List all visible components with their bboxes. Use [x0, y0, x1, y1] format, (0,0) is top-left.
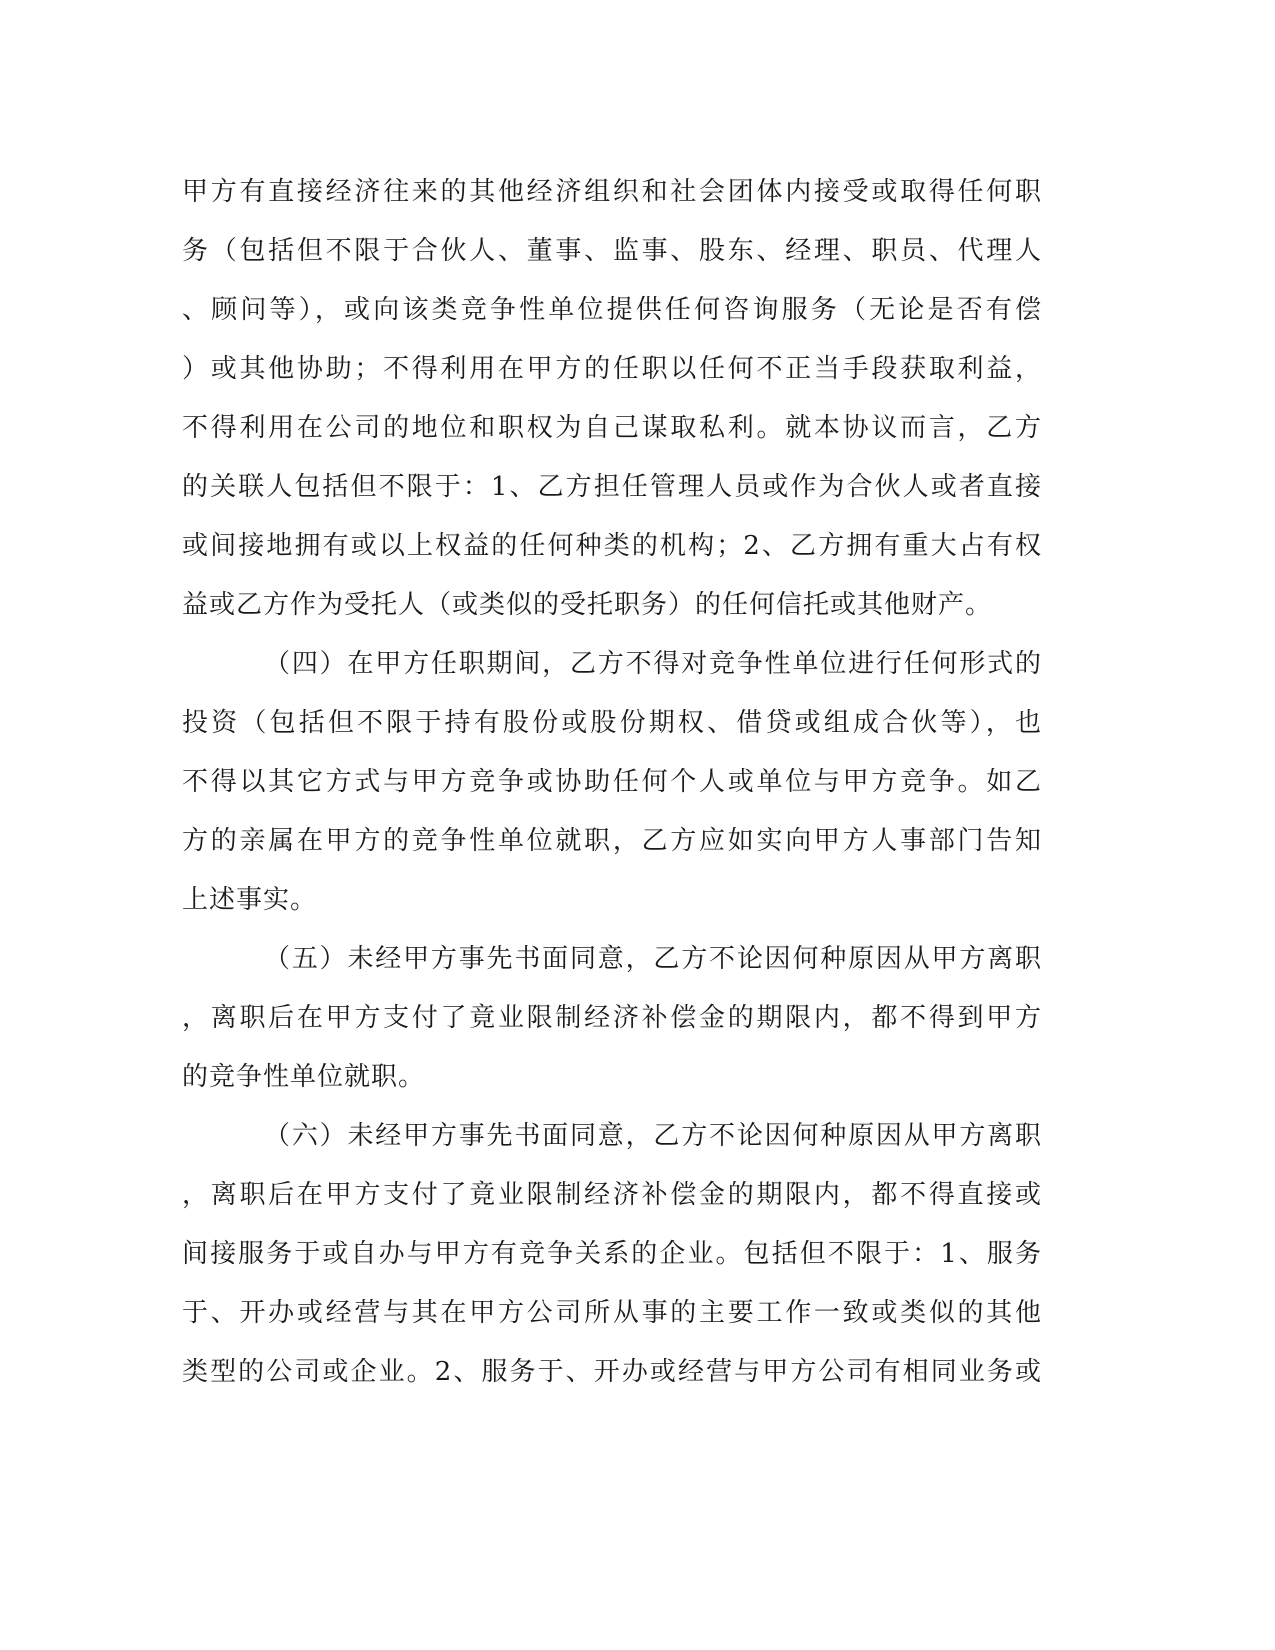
text-line: ，离职后在甲方支付了竟业限制经济补偿金的期限内，都不得直接或 — [182, 1180, 1042, 1210]
paragraph-continuation — [182, 163, 1042, 635]
text-line: 类型的公司或企业。2、服务于、开办或经营与甲方公司有相同业务或 — [182, 1357, 1042, 1387]
text-line: 方的亲属在甲方的竞争性单位就职，乙方应如实向甲方人事部门告知 — [182, 826, 1042, 856]
text-line: 不得利用在公司的地位和职权为自己谋取私利。就本协议而言，乙方 — [182, 413, 1042, 443]
text-line: （五）未经甲方事先书面同意，乙方不论因何种原因从甲方离职 — [264, 944, 1042, 974]
text-line: 上述事实。 — [182, 885, 318, 915]
text-line: 投资（包括但不限于持有股份或股份期权、借贷或组成合伙等），也 — [182, 708, 1042, 738]
text-line: 间接服务于或自办与甲方有竞争关系的企业。包括但不限于：1、服务 — [182, 1239, 1042, 1269]
text-line: 于、开办或经营与其在甲方公司所从事的主要工作一致或类似的其他 — [182, 1298, 1042, 1328]
text-line: 益或乙方作为受托人（或类似的受托职务）的任何信托或其他财产。 — [182, 590, 993, 620]
text-line: 不得以其它方式与甲方竞争或协助任何个人或单位与甲方竞争。如乙 — [182, 767, 1042, 797]
document-body — [182, 163, 1042, 1402]
text-line: 务（包括但不限于合伙人、董事、监事、股东、经理、职员、代理人 — [182, 236, 1042, 266]
text-line: ，离职后在甲方支付了竟业限制经济补偿金的期限内，都不得到甲方 — [182, 1003, 1042, 1033]
paragraph-clause-6 — [182, 1107, 1042, 1402]
text-line: ）或其他协助；不得利用在甲方的任职以任何不正当手段获取利益， — [182, 354, 1042, 384]
text-line: 甲方有直接经济往来的其他经济组织和社会团体内接受或取得任何职 — [182, 177, 1042, 207]
text-line: （六）未经甲方事先书面同意，乙方不论因何种原因从甲方离职 — [264, 1121, 1042, 1151]
paragraph-clause-5 — [182, 930, 1042, 1107]
text-line: （四）在甲方任职期间，乙方不得对竞争性单位进行任何形式的 — [264, 649, 1042, 679]
paragraph-clause-4 — [182, 635, 1042, 930]
text-line: 的竞争性单位就职。 — [182, 1062, 426, 1092]
text-line: 的关联人包括但不限于：1、乙方担任管理人员或作为合伙人或者直接 — [182, 472, 1042, 502]
text-line: 或间接地拥有或以上权益的任何种类的机构；2、乙方拥有重大占有权 — [182, 531, 1042, 561]
text-line: 、顾问等），或向该类竞争性单位提供任何咨询服务（无论是否有偿 — [182, 295, 1042, 325]
